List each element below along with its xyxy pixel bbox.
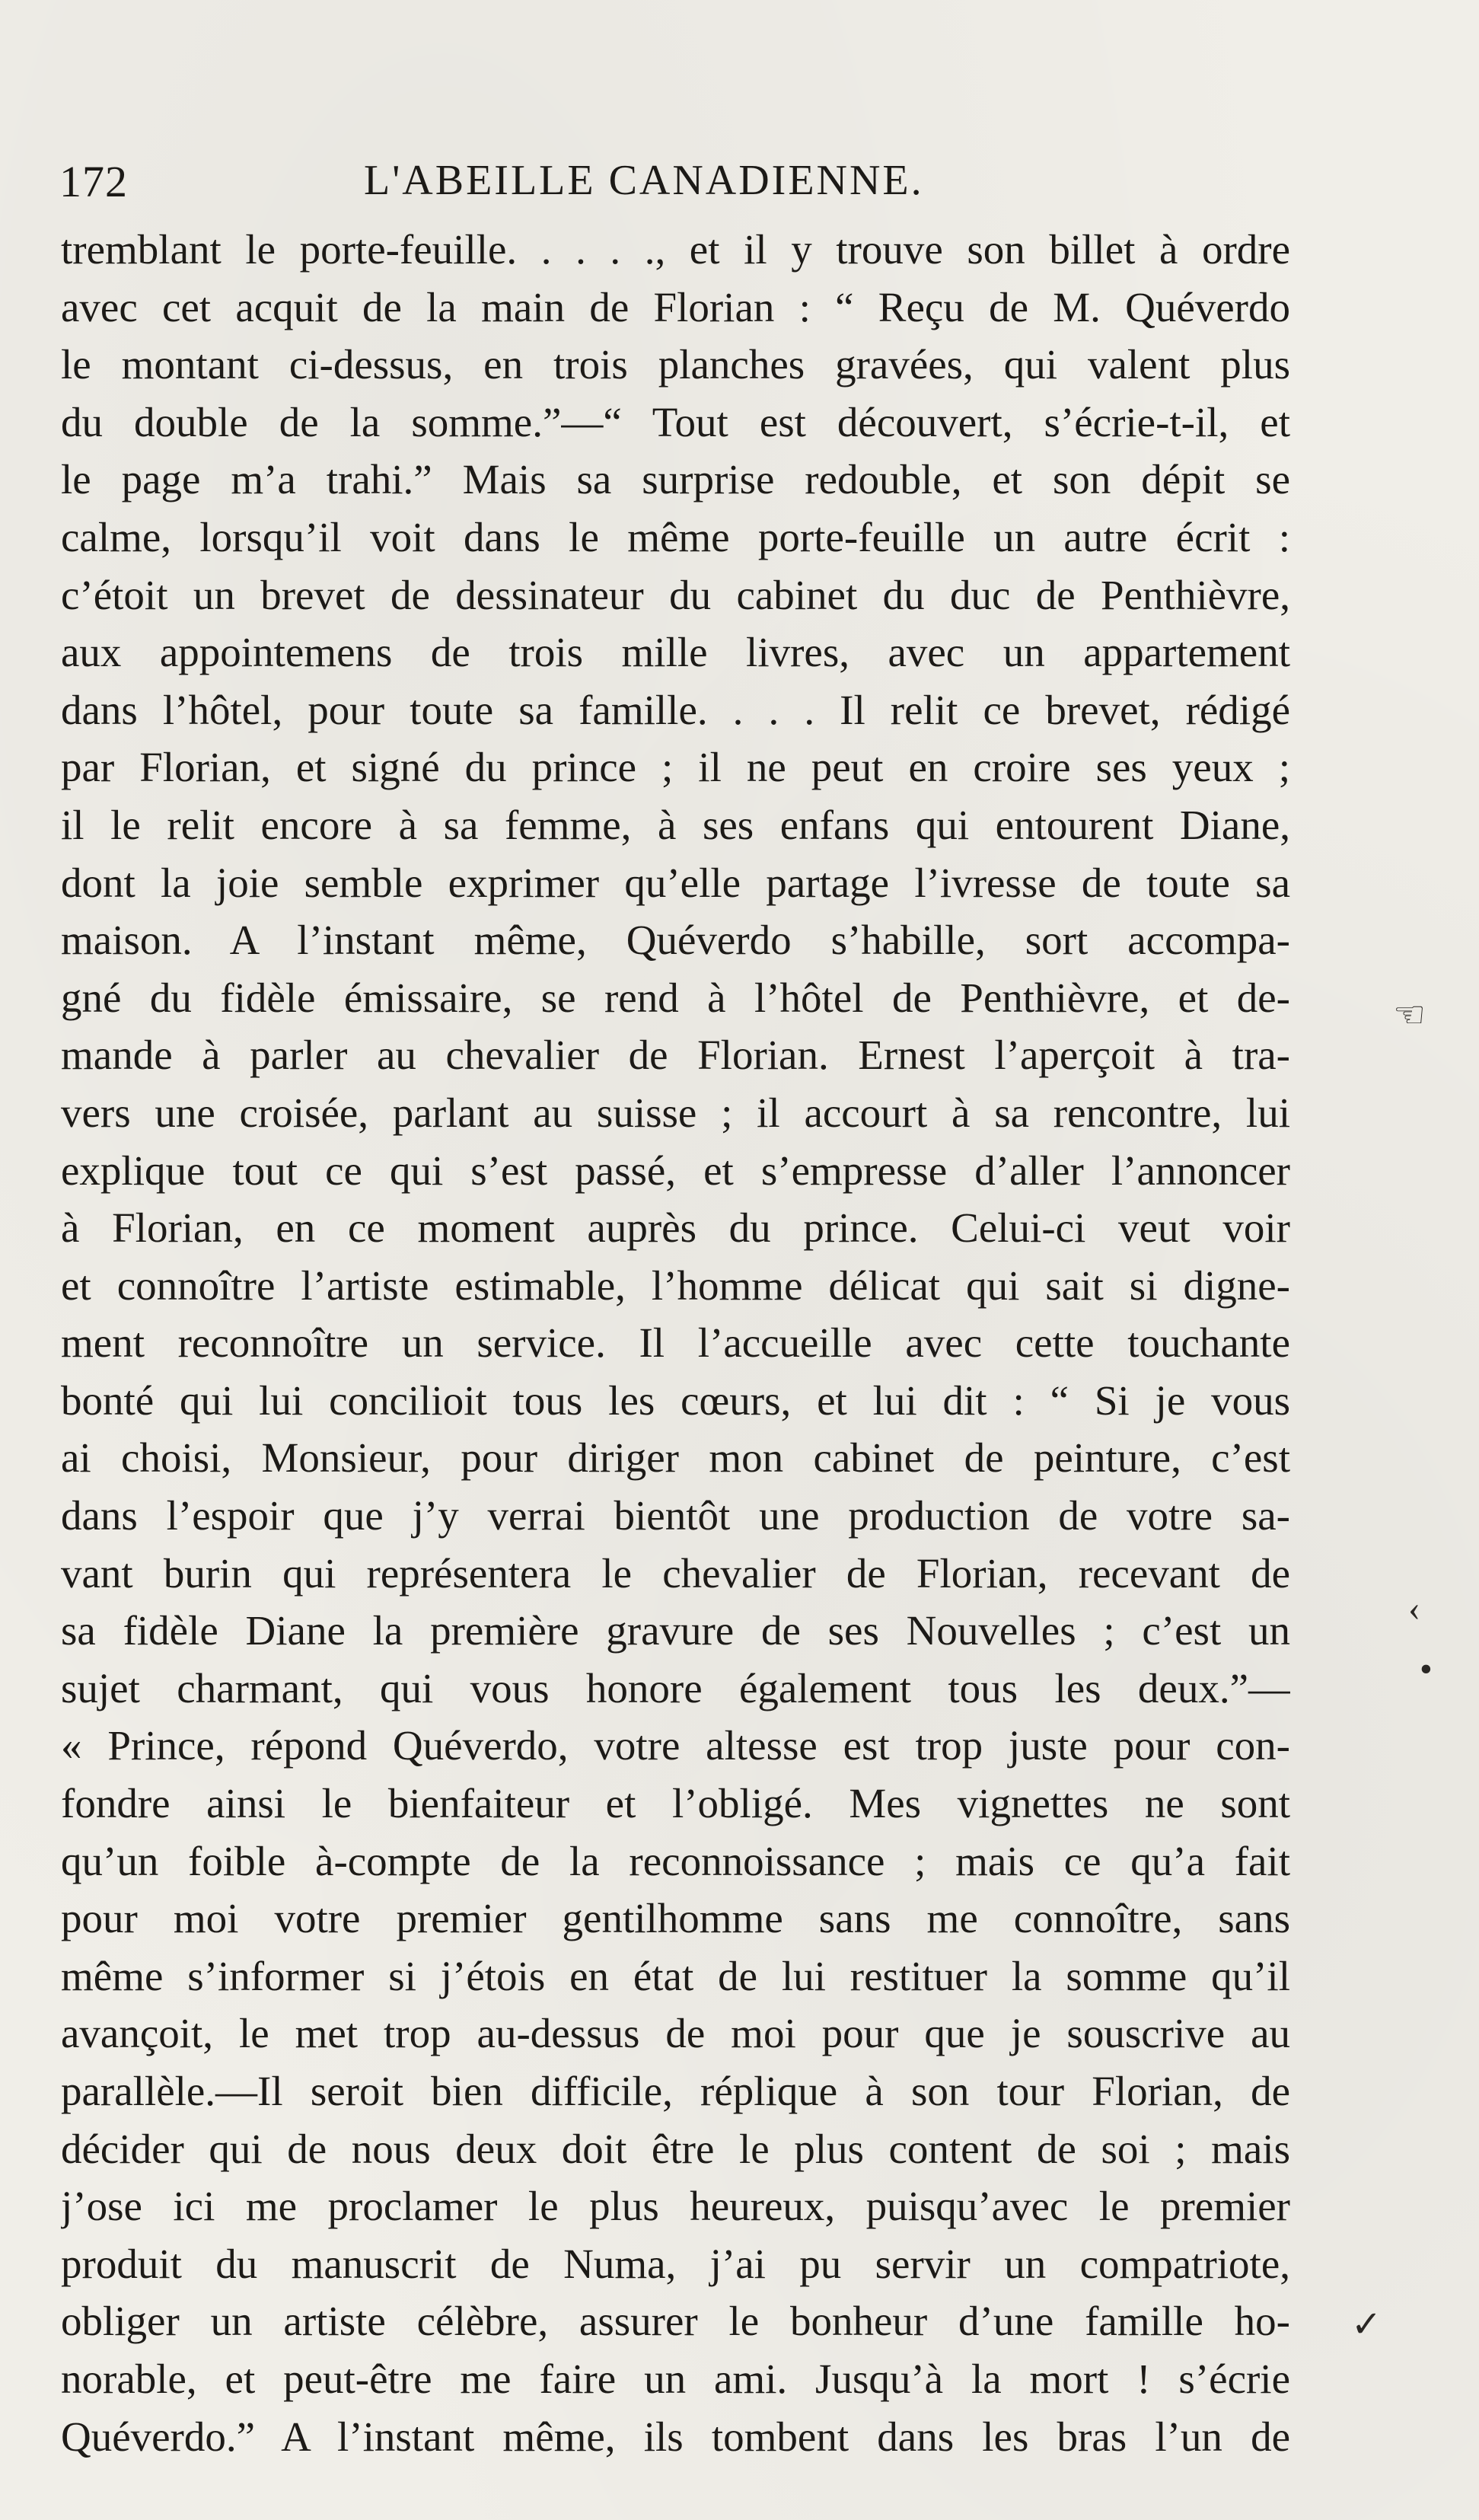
text-line: tremblant le porte-feuille. . . . ., et il y trouve son billet à ordre — [61, 226, 1290, 273]
text-line: bonté qui lui concilioit tous les cœurs, et lui dit : “ Si je vous — [61, 1376, 1290, 1424]
text-line: dont la joie semble exprimer qu’elle partage l’ivresse de toute sa — [61, 859, 1290, 906]
text-line: calme, lorsqu’il voit dans le même porte-feuille un autre écrit : — [61, 513, 1290, 560]
text-line: Quéverdo.” A l’instant même, ils tombent dans les bras l’un de — [61, 2413, 1290, 2460]
text-line: ment reconnoître un service. Il l’accueille avec cette touchante — [61, 1319, 1290, 1367]
text-line: dans l’hôtel, pour toute sa famille. . . . Il relit ce brevet, rédigé — [61, 686, 1290, 733]
text-line: à Florian, en ce moment auprès du prince. Celui-ci veut voir — [61, 1204, 1290, 1252]
text-line: produit du manuscrit de Numa, j’ai pu servir un compatriote, — [61, 2240, 1290, 2287]
text-line: « Prince, répond Quéverdo, votre altesse est trop juste pour con- — [61, 1722, 1290, 1769]
text-line: dans l’espoir que j’y verrai bientôt une production de votre sa- — [61, 1492, 1290, 1539]
text-line: vant burin qui représentera le chevalier de Florian, recevant de — [61, 1549, 1290, 1597]
margin-ink-mark: ‹ — [1408, 1588, 1420, 1628]
margin-ink-mark: • — [1420, 1649, 1433, 1689]
text-line: gné du fidèle émissaire, se rend à l’hôtel de Penthièvre, et de- — [61, 974, 1290, 1021]
text-line: ai choisi, Monsieur, pour diriger mon cabinet de peinture, c’est — [61, 1434, 1290, 1482]
margin-ink-mark: ✓ — [1351, 2305, 1382, 2345]
text-line: et connoître l’artiste estimable, l’homme délicat qui sait si digne- — [61, 1262, 1290, 1309]
margin-ink-mark: ☜ — [1393, 995, 1426, 1035]
text-line: maison. A l’instant même, Quéverdo s’habille, sort accompa- — [61, 917, 1290, 964]
text-line: aux appointemens de trois mille livres, avec un appartement — [61, 629, 1290, 676]
text-line: sa fidèle Diane la première gravure de ses Nouvelles ; c’est un — [61, 1607, 1290, 1654]
running-title: L'ABEILLE CANADIENNE. — [364, 157, 924, 204]
page-header — [59, 156, 1308, 217]
page-number: 172 — [59, 157, 128, 206]
text-line: explique tout ce qui s’est passé, et s’empresse d’aller l’annoncer — [61, 1147, 1290, 1194]
text-line: parallèle.—Il seroit bien difficile, réplique à son tour Florian, de — [61, 2068, 1290, 2114]
text-line: avec cet acquit de la main de Florian : “ Reçu de M. Quéverdo — [61, 283, 1290, 330]
text-line: j’ose ici me proclamer le plus heureux, puisqu’avec le premier — [61, 2183, 1290, 2230]
text-line: fondre ainsi le bienfaiteur et l’obligé. Mes vignettes ne sont — [61, 1780, 1290, 1827]
text-line: le montant ci-dessus, en trois planches gravées, qui valent plus — [61, 341, 1290, 388]
text-line: obliger un artiste célèbre, assurer le bonheur d’une famille ho- — [61, 2298, 1290, 2345]
text-line: norable, et peut-être me faire un ami. Jusqu’à la mort ! s’écrie — [61, 2355, 1290, 2402]
text-line: vers une croisée, parlant au suisse ; il accourt à sa rencontre, lui — [61, 1089, 1290, 1136]
text-line: du double de la somme.”—“ Tout est découvert, s’écrie-t-il, et — [61, 398, 1290, 445]
text-line: qu’un foible à-compte de la reconnoissance ; mais ce qu’a fait — [61, 1837, 1290, 1884]
text-line: pour moi votre premier gentilhomme sans me connoître, sans — [61, 1895, 1290, 1942]
text-line: décider qui de nous deux doit être le plus content de soi ; mais — [61, 2125, 1290, 2172]
text-line: sujet charmant, qui vous honore également tous les deux.”— — [61, 1664, 1290, 1711]
text-line: avançoit, le met trop au-dessus de moi pour que je souscrive au — [61, 2010, 1290, 2057]
text-line: mande à parler au chevalier de Florian. Ernest l’aperçoit à tra- — [61, 1032, 1290, 1079]
text-line: même s’informer si j’étois en état de lui restituer la somme qu’il — [61, 1952, 1290, 1999]
text-line: c’étoit un brevet de dessinateur du cabinet du duc de Penthièvre, — [61, 571, 1290, 618]
body-text — [61, 221, 1290, 2465]
text-line: le page m’a trahi.” Mais sa surprise redouble, et son dépit se — [61, 456, 1290, 503]
text-line: par Florian, et signé du prince ; il ne peut en croire ses yeux ; — [61, 744, 1290, 791]
text-line: il le relit encore à sa femme, à ses enfans qui entourent Diane, — [61, 801, 1290, 848]
